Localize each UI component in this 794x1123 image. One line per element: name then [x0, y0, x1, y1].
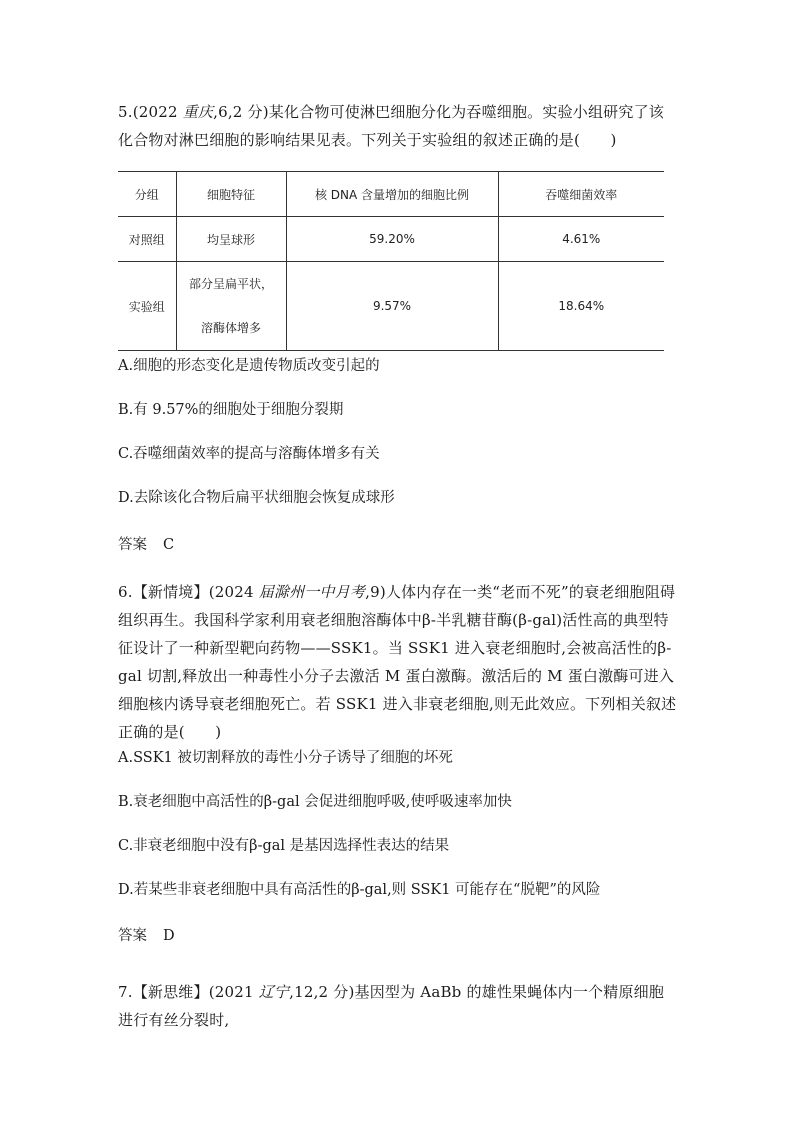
- feature-cell: 均呈球形: [176, 217, 286, 262]
- q6-stem-prefix: 6.【新情境】(2024: [118, 583, 259, 601]
- table-header-cell: 分组: [118, 172, 176, 217]
- answer-label: 答案: [118, 928, 147, 944]
- q5-option-a: A.细胞的形态变化是遗传物质改变引起的: [118, 358, 380, 374]
- dna-ratio-cell: 59.20%: [286, 217, 498, 262]
- feature-cell: [176, 262, 286, 351]
- answer-value: C: [163, 537, 175, 553]
- q5-option-c: C.吞噬细菌效率的提高与溶酶体增多有关: [118, 446, 380, 462]
- q6-option-b: B.衰老细胞中高活性的β-gal 会促进细胞呼吸,使呼吸速率加快: [118, 794, 512, 810]
- q5-stem-prefix: 5.(2022: [118, 103, 183, 121]
- q7-stem-prefix: 7.【新思维】(2021: [118, 983, 259, 1001]
- q6-answer: [118, 926, 175, 946]
- table-header-cell: 核 DNA 含量增加的细胞比例: [286, 172, 498, 217]
- q5-answer: [118, 535, 174, 555]
- group-cell: 对照组: [118, 217, 176, 262]
- question-5-stem: [118, 98, 678, 154]
- table-row: [118, 217, 664, 262]
- answer-label: 答案: [118, 537, 147, 553]
- q6-stem-source: 届滁州一中月考: [258, 583, 366, 601]
- q6-option-d: D.若某些非衰老细胞中具有高活性的β-gal,则 SSK1 可能存在“脱靶”的风险: [118, 882, 601, 898]
- table-header-cell: 吞噬细菌效率: [498, 172, 664, 217]
- answer-value: D: [163, 928, 175, 944]
- q5-option-b: B.有 9.57%的细胞处于细胞分裂期: [118, 402, 344, 418]
- group-cell: 实验组: [118, 262, 176, 351]
- q7-stem-main: ,12,2 分)基因型为 AaBb 的雄性果蝇体内一个精原细胞进行有丝分裂时,: [118, 983, 665, 1029]
- table-header-row: [118, 172, 664, 217]
- efficiency-cell: 18.64%: [498, 262, 664, 351]
- experiment-results-table: [118, 171, 664, 351]
- question-6-stem: [118, 578, 678, 746]
- table-header-cell: 细胞特征: [176, 172, 286, 217]
- q6-option-a: A.SSK1 被切割释放的毒性小分子诱导了细胞的坏死: [118, 750, 453, 766]
- q5-stem-source: 重庆: [182, 103, 214, 121]
- q7-stem-source: 辽宁: [258, 983, 290, 1001]
- q6-stem-main: ,9)人体内存在一类“老而不死”的衰老细胞阻碍组织再生。我国科学家利用衰老细胞溶酶体中β-半乳糖苷酶(β-gal)活性高的典型特征设计了一种新型靶向药物——SSK1。当 SSK1 进入衰老细胞时,会被高活性的β-gal 切割,释放出一种毒性小分子去激活 M 蛋白激酶。激活后的 M 蛋白激酶可进入细胞核内诱导衰老细胞死亡。若 SSK1 进入非衰老细胞,则无此效应。下列相关叙述正确的是( ): [118, 583, 677, 741]
- q6-option-c: C.非衰老细胞中没有β-gal 是基因选择性表达的结果: [118, 838, 450, 854]
- q5-stem-main: ,6,2 分)某化合物可使淋巴细胞分化为吞噬细胞。实验小组研究了该化合物对淋巴细胞的影响结果见表。下列关于实验组的叙述正确的是( ): [118, 103, 664, 149]
- question-7-stem: [118, 978, 678, 1034]
- q5-option-d: D.去除该化合物后扁平状细胞会恢复成球形: [118, 490, 395, 506]
- dna-ratio-cell: 9.57%: [286, 262, 498, 351]
- feature-line: 溶酶体增多: [200, 321, 261, 335]
- efficiency-cell: 4.61%: [498, 217, 664, 262]
- table-row: [118, 262, 664, 351]
- feature-line: 部分呈扁平状，: [188, 277, 273, 291]
